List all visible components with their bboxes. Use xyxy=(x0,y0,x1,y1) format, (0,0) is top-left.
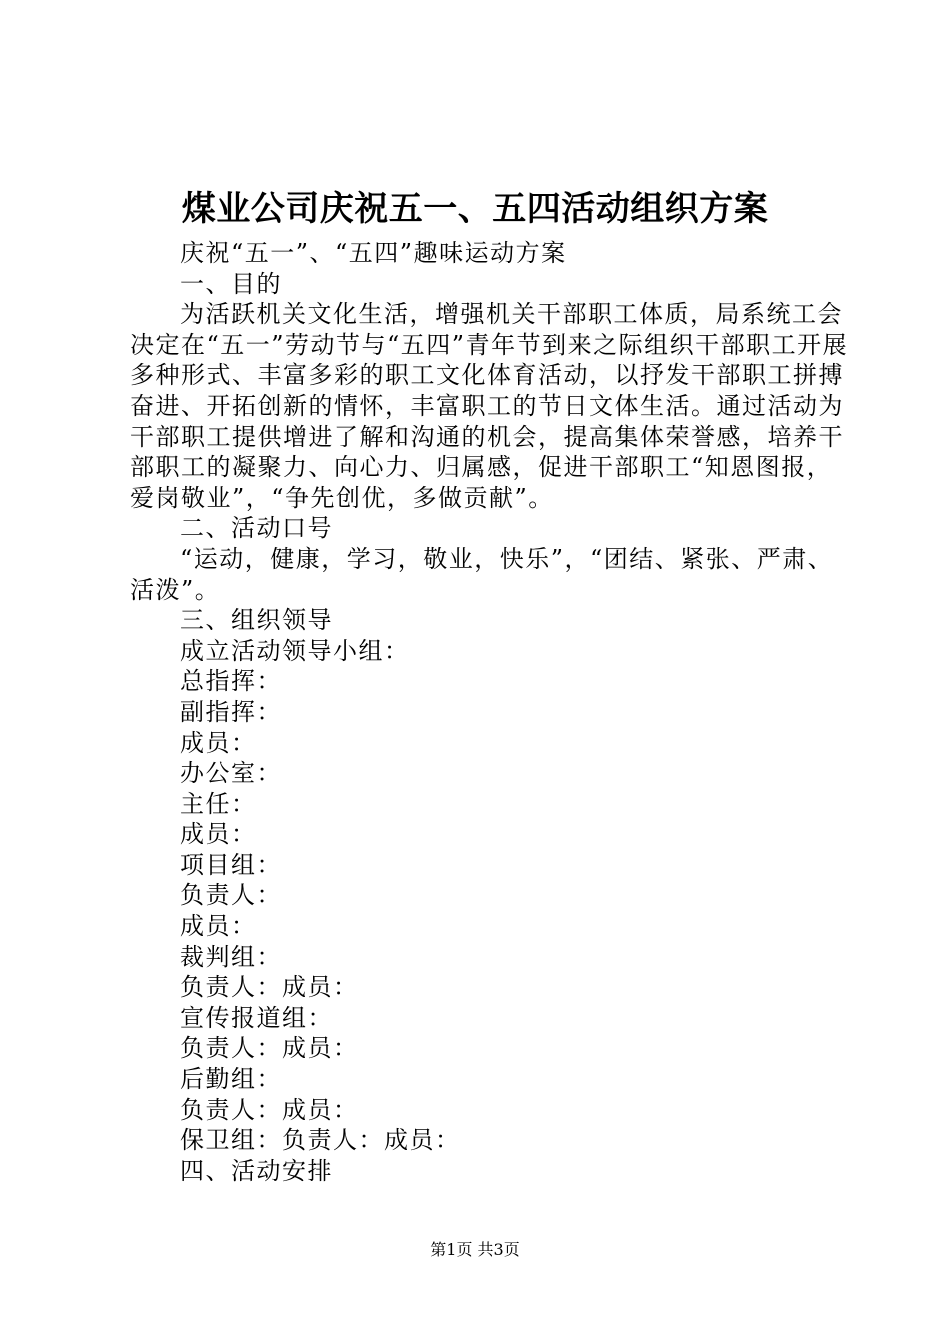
list-item: 成员： xyxy=(180,912,257,941)
section-heading-purpose: 一、目的 xyxy=(180,269,282,298)
list-item: 主任： xyxy=(180,789,257,818)
page-footer xyxy=(0,1238,950,1262)
page-total: 共3页 xyxy=(477,1240,520,1259)
list-item: 保卫组：负责人：成员： xyxy=(180,1126,461,1155)
list-item: 成立活动领导小组： xyxy=(180,636,410,665)
document-title: 煤业公司庆祝五一、五四活动组织方案 xyxy=(181,189,769,229)
list-item: 成员： xyxy=(180,728,257,757)
list-item: 成员： xyxy=(180,820,257,849)
list-item: 负责人：成员： xyxy=(180,973,359,1002)
list-item: 负责人：成员： xyxy=(180,1034,359,1063)
section-heading-slogan: 二、活动口号 xyxy=(180,514,333,543)
section-heading-schedule: 四、活动安排 xyxy=(180,1156,333,1185)
document-body xyxy=(130,238,850,1186)
list-item: 负责人：成员： xyxy=(180,1095,359,1124)
page-number: 第1页 xyxy=(430,1240,473,1259)
list-item: 项目组： xyxy=(180,850,282,879)
slogan-paragraph: “运动，健康，学习，敬业，快乐”，“团结、紧张、严肃、活泼”。 xyxy=(130,544,834,604)
list-item: 宣传报道组： xyxy=(180,1003,333,1032)
list-item: 后勤组： xyxy=(180,1065,282,1094)
subtitle-paragraph: 庆祝“五一”、“五四”趣味运动方案 xyxy=(180,239,567,267)
list-item: 裁判组： xyxy=(180,942,282,971)
list-item: 总指挥： xyxy=(180,667,282,696)
section-heading-organization: 三、组织领导 xyxy=(180,606,333,635)
purpose-paragraph: 为活跃机关文化生活，增强机关干部职工体质，局系统工会决定在“五一”劳动节与“五四”青年节到来之际组织干部职工开展多种形式、丰富多彩的职工文化体育活动，以抒发干部职工拼搏奋进、开拓创新的情怀，丰富职工的节日文体生活。通过活动为干部职工提供增进了解和沟通的机会，提高集体荣誉感，培养干部职工的凝聚力、向心力、归属感，促进干部职工“知恩图报，爱岗敬业”，“争先创优，多做贡献”。 xyxy=(130,300,849,512)
list-item: 负责人： xyxy=(180,881,282,910)
list-item: 办公室： xyxy=(180,759,282,788)
list-item: 副指挥： xyxy=(180,697,282,726)
